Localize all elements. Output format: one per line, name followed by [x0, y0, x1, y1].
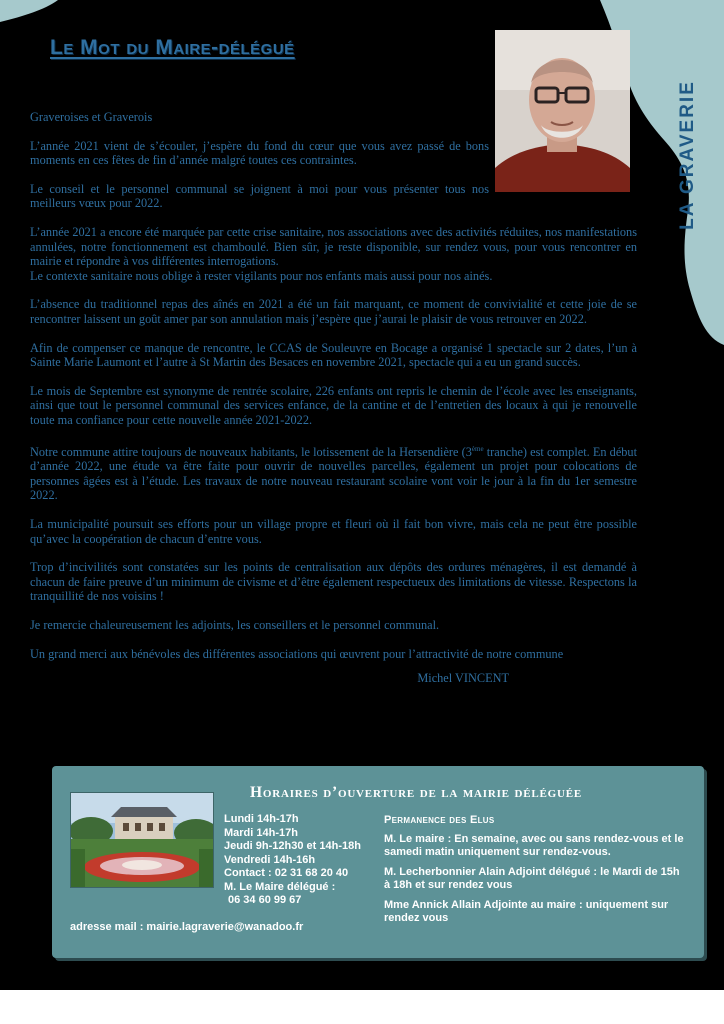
letter-text: Notre commune attire toujours de nouveaux habitants, le lotissement de la Hersendière (3 [30, 444, 472, 459]
contact-phone: Contact : 02 31 68 20 40 [224, 867, 349, 879]
letter-paragraph [30, 442, 637, 503]
letter-paragraph: Trop d’incivilités sont constatées sur les points de centralisation aux dépôts des ordures ménagères, il est demandé à chacun de faire preuve d’un minimum de civisme et d’être également respectueux des limitations de vitesse. Respectons la tranquillité de nos voisins ! [30, 560, 637, 604]
mayor-phone: 06 34 60 99 67 [228, 894, 302, 906]
letter-paragraph: Le mois de Septembre est synonyme de rentrée scolaire, 226 enfants ont repris le chemin de l’école avec les enseignants, ainsi que tout le personnel communal des services enfance, de la cantine et de l’entretien des locaux à qui je renouvelle toute ma confiance pour cette nouvelle année 2021-2022. [30, 383, 637, 427]
letter-paragraph: Afin de compenser ce manque de rencontre, le CCAS de Souleuvre en Bocage a organisé 1 spectacle sur 2 dates, l’un à Sainte Marie Laumont et l’autre à St Martin des Besaces en novembre 2021, spectacle qui a eu un grand succès. [30, 340, 637, 370]
hours-line: M. Le Maire délégué : [224, 880, 336, 893]
letter-superscript: ème [471, 444, 484, 453]
letter-paragraph: La municipalité poursuit ses efforts pour un village propre et fleuri où il fait bon vivre, mais cela ne peut être possible qu’avec la coopération de chacun d’entre vous. [30, 516, 637, 546]
town-hall-photo [70, 792, 214, 888]
letter-paragraph: L’année 2021 vient de s’écouler, j’espère du fond du cœur que vous avez passé de bons moments en ces fêtes de fin d’année malgré toutes ces contraintes. [30, 138, 489, 168]
elected-officials-permanence [384, 814, 684, 932]
hours-line: Lundi 14h-17h [224, 813, 299, 825]
hours-line: Jeudi 9h-12h30 et 14h-18h [224, 840, 361, 852]
opening-hours-title: Horaires d’ouverture de la mairie déléguée [250, 784, 583, 801]
letter-paragraph: Un grand merci aux bénévoles des différentes associations qui œuvrent pour l’attractivité de notre commune [30, 646, 564, 661]
opening-hours-list [224, 813, 394, 908]
permanence-entry: Mme Annick Allain Adjointe au maire : uniquement sur rendez vous [384, 898, 669, 924]
page-title: Le Mot du Maire-délégué [50, 36, 295, 59]
mayor-letter [30, 110, 637, 700]
opening-hours-panel [52, 766, 704, 958]
letter-paragraph: Le contexte sanitaire nous oblige à rester vigilants pour nos enfants mais aussi pour nos ainés. [30, 268, 493, 283]
hours-line: Mardi 14h-17h [224, 826, 298, 839]
letter-paragraph: L’absence du traditionnel repas des aînés en 2021 a été un fait marquant, ce moment de convivialité et cette joie de se rencontrer laissent un goût amer par son annulation mais j’espère que j’aurai le plaisir de vous retrouver en 2022. [30, 297, 637, 326]
permanence-heading: Permanence des Elus [384, 814, 495, 826]
letter-paragraph: Je remercie chaleureusement les adjoints, les conseillers et le personnel communal. [30, 617, 440, 632]
letter-paragraph: Le conseil et le personnel communal se joignent à moi pour vous présenter tous nos meilleurs vœux pour 2022. [30, 181, 489, 211]
side-label-text: LA GRAVERIE [677, 80, 698, 230]
email-address: adresse mail : mairie.lagraverie@wanadoo.fr [70, 921, 304, 933]
hours-line: Vendredi 14h-16h [224, 853, 316, 866]
letter-paragraph: L’année 2021 a encore été marquée par cette crise sanitaire, nos associations avec des activités réduites, nos manifestations annulées, notre fonctionnement est chamboulé. Bien sûr, je reste disponible, sur rendez vous, pour vous rencontrer en mairie et répondre à vos différentes interrogations. [30, 224, 637, 269]
permanence-entry: M. Lecherbonnier Alain Adjoint délégué : le Mardi de 15h à 18h et sur rendez vous [384, 865, 680, 891]
letter-signature: Michel VINCENT [417, 671, 509, 686]
letter-greeting: Graveroises et Graverois [30, 110, 153, 124]
letter-text: tranche) est complet. En début d’année 2022, une étude va être faite pour ouvrir de nouvelles parcelles, également un projet pour colocations de personnes âgées est à l’étude. Les travaux de notre nouveau restaurant scolaire vont voir le jour à la fin du 1er semestre 2022. [30, 444, 637, 503]
permanence-entry: M. Le maire : En semaine, avec ou sans rendez-vous et le samedi matin uniquement sur rendez-vous. [384, 832, 684, 858]
